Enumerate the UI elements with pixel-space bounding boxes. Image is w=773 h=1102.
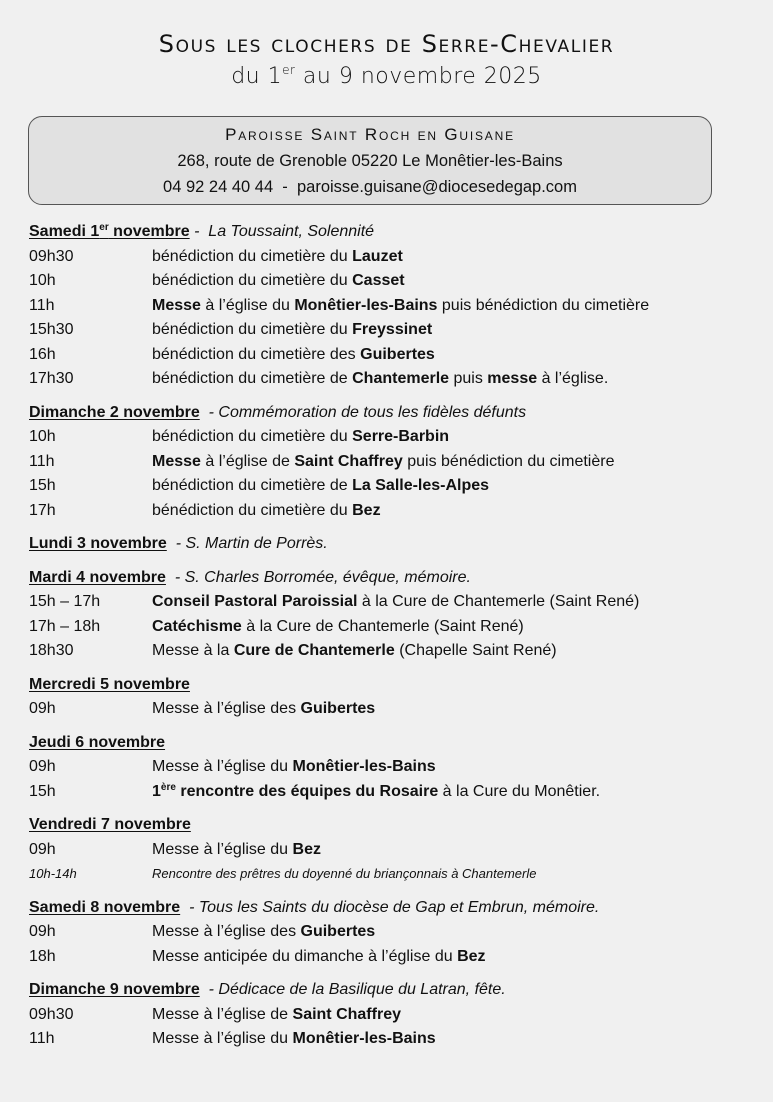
plain-text: Samedi 1 (29, 223, 100, 240)
event-time: 17h – 18h (29, 617, 101, 635)
event-time: 15h (29, 782, 56, 800)
event-time: 15h (29, 477, 56, 494)
day-header (29, 813, 749, 838)
event-description (152, 294, 649, 319)
day-section (29, 731, 749, 805)
day-header (29, 731, 749, 756)
event-time: 18h30 (29, 642, 74, 659)
day-feast: - S. Martin de Porrès. (166, 535, 328, 552)
day-header (29, 673, 749, 698)
day-name (29, 676, 190, 693)
plain-text: bénédiction du cimetière de (152, 370, 353, 387)
event-row (29, 294, 749, 319)
parish-address: 268, route de Grenoble 05220 Le Monêtier-les-Bains (177, 152, 563, 170)
event-time: 17h30 (29, 370, 74, 387)
event-time: 17h (29, 501, 56, 519)
subtitle-suffix: au 9 novembre 2025 (295, 64, 542, 89)
event-description (152, 755, 436, 780)
event-time: 09h (29, 700, 56, 717)
event-description (152, 450, 614, 475)
day-feast: - La Toussaint, Solennité (189, 223, 375, 240)
event-row (29, 367, 749, 392)
event-row (29, 945, 749, 970)
plain-text: Mercredi 5 novembre (29, 675, 190, 693)
subtitle-prefix: du 1 (231, 64, 283, 89)
event-description (152, 367, 608, 392)
event-description (152, 697, 375, 722)
event-description (152, 639, 557, 664)
parish-name: Paroisse Saint Roch en Guisane (225, 125, 515, 144)
event-description (152, 945, 486, 970)
bold-text: Lauzet (352, 247, 403, 265)
bold-text: Guibertes (300, 923, 376, 940)
day-feast: - Dédicace de la Basilique du Latran, fête. (199, 981, 506, 998)
plain-text: à la Cure de Chantemerle (Saint René) (241, 617, 524, 635)
event-row (29, 639, 749, 664)
event-description (152, 499, 381, 524)
event-description (152, 862, 536, 887)
event-row (29, 590, 749, 615)
superscript-text: er (99, 222, 109, 233)
day-name (29, 899, 180, 916)
event-time: 11h (29, 452, 55, 470)
bold-text: Serre-Barbin (352, 428, 450, 445)
bold-text: rencontre des équipes du Rosaire (175, 782, 439, 800)
event-row (29, 615, 749, 640)
plain-text: Messe anticipée du dimanche à l’église du (152, 947, 458, 965)
event-row (29, 697, 749, 722)
contact-separator: - (273, 178, 297, 196)
day-section (29, 220, 749, 392)
day-section (29, 673, 749, 722)
plain-text: Lundi 3 novembre (29, 535, 167, 552)
event-time: 10h-14h (29, 866, 77, 881)
page-title: Sous les clochers de Serre-Chevalier (158, 30, 615, 58)
plain-text: bénédiction du cimetière du (152, 428, 353, 445)
day-section (29, 896, 749, 970)
bold-text: Catéchisme (152, 617, 242, 635)
bold-text: messe (487, 370, 538, 387)
bold-text: Bez (292, 840, 321, 858)
event-time: 10h (29, 272, 56, 289)
bold-text: Bez (457, 947, 486, 965)
event-time: 11h (29, 296, 55, 314)
event-time: 15h30 (29, 321, 74, 338)
event-description (152, 615, 524, 640)
plain-text: bénédiction du cimetière des (152, 345, 361, 363)
plain-text: Messe à l’église du (152, 1030, 293, 1047)
plain-text: bénédiction du cimetière du (152, 501, 353, 519)
day-header (29, 401, 749, 426)
event-time: 11h (29, 1030, 55, 1047)
plain-text: bénédiction du cimetière du (152, 272, 353, 289)
event-row (29, 920, 749, 945)
plain-text: bénédiction du cimetière du (152, 247, 353, 265)
day-section (29, 978, 749, 1052)
event-row (29, 862, 749, 887)
day-header (29, 896, 749, 921)
bold-text: Bez (352, 501, 381, 519)
event-description (152, 269, 405, 294)
day-feast: - Tous les Saints du diocèse de Gap et Embrun, mémoire. (180, 898, 600, 916)
bold-text: Cure de Chantemerle (233, 642, 395, 659)
plain-text: Messe à l’église du (152, 758, 293, 775)
day-name (29, 223, 190, 240)
plain-text: Messe à l’église des (152, 700, 301, 717)
subtitle-superscript: er (282, 63, 296, 77)
parish-email[interactable]: paroisse.guisane@diocesedegap.com (296, 178, 577, 196)
day-name (29, 569, 166, 586)
plain-text: à l’église du (200, 296, 295, 314)
plain-text: Samedi 8 novembre (29, 898, 181, 916)
day-name (29, 981, 200, 998)
event-description (152, 838, 321, 863)
plain-text: à l’église. (537, 370, 609, 387)
event-description (152, 780, 600, 805)
event-time: 18h (29, 947, 56, 965)
bold-text: La Salle-les-Alpes (352, 477, 490, 494)
event-row (29, 1027, 749, 1052)
event-row (29, 245, 749, 270)
event-description (152, 1003, 401, 1028)
plain-text: Dimanche 9 novembre (29, 981, 200, 998)
day-section (29, 566, 749, 664)
event-row (29, 450, 749, 475)
weekly-schedule (29, 220, 749, 1061)
plain-text: à la Cure de Chantemerle (Saint René) (357, 593, 640, 610)
plain-text: Vendredi 7 novembre (29, 816, 191, 833)
bold-text: Saint Chaffrey (294, 452, 403, 470)
bold-text: Freyssinet (352, 321, 433, 338)
day-header (29, 220, 749, 245)
event-time: 09h (29, 758, 56, 775)
day-header (29, 566, 749, 591)
event-row (29, 1003, 749, 1028)
event-row (29, 318, 749, 343)
plain-text: Jeudi 6 novembre (29, 733, 166, 751)
day-feast: - S. Charles Borromée, évêque, mémoire. (165, 568, 471, 586)
day-section (29, 813, 749, 887)
plain-text: Rencontre des prêtres du doyenné du briançonnais à Chantemerle (152, 866, 537, 881)
plain-text: Messe à la (152, 642, 234, 659)
day-header (29, 532, 749, 557)
plain-text: à l’église de (200, 452, 295, 470)
plain-text: Messe à l’église du (152, 840, 293, 858)
parish-info-box (28, 116, 712, 205)
parish-contact (29, 174, 711, 200)
bold-text: Casset (352, 272, 405, 289)
plain-text: bénédiction du cimetière du (152, 321, 353, 338)
superscript-text: ère (160, 781, 176, 793)
day-name (29, 404, 200, 421)
date-range-subtitle (0, 62, 773, 92)
day-feast: - Commémoration de tous les fidèles défunts (199, 403, 527, 421)
event-description (152, 425, 449, 450)
plain-text: Messe à l’église de (152, 1005, 293, 1023)
event-row (29, 343, 749, 368)
bold-text: Messe (152, 452, 201, 470)
bold-text: Messe (152, 296, 201, 314)
day-header (29, 978, 749, 1003)
event-description (152, 590, 639, 615)
bold-text: Guibertes (300, 700, 376, 717)
plain-text: novembre (108, 223, 190, 240)
bold-text: Guibertes (360, 345, 435, 363)
day-name (29, 734, 165, 751)
plain-text: puis (449, 370, 488, 387)
day-name (29, 535, 167, 552)
bold-text: Monêtier-les-Bains (292, 1030, 436, 1047)
day-section (29, 532, 749, 557)
plain-text: Mardi 4 novembre (29, 568, 166, 586)
plain-text: à la Cure du Monêtier. (438, 782, 601, 800)
day-section (29, 401, 749, 524)
event-row (29, 425, 749, 450)
plain-text: (Chapelle Saint René) (394, 642, 557, 659)
parish-phone[interactable]: 04 92 24 40 44 (163, 178, 274, 196)
event-description (152, 318, 432, 343)
event-row (29, 755, 749, 780)
bold-text: Conseil Pastoral Paroissial (152, 593, 358, 610)
event-description (152, 343, 435, 368)
event-row (29, 838, 749, 863)
event-description (152, 1027, 436, 1052)
event-row (29, 474, 749, 499)
event-time: 15h – 17h (29, 593, 101, 610)
plain-text: bénédiction du cimetière de (152, 477, 353, 494)
day-name (29, 816, 191, 833)
event-description (152, 920, 375, 945)
event-description (152, 245, 403, 270)
event-row (29, 269, 749, 294)
event-time: 16h (29, 345, 56, 363)
event-time: 10h (29, 428, 56, 445)
plain-text: puis bénédiction du cimetière (402, 452, 615, 470)
event-time: 09h (29, 840, 56, 858)
event-description (152, 474, 489, 499)
event-time: 09h (29, 923, 56, 940)
event-row (29, 780, 749, 805)
bold-text: Saint Chaffrey (292, 1005, 401, 1023)
plain-text: Dimanche 2 novembre (29, 403, 200, 421)
bold-text: Chantemerle (352, 370, 450, 387)
plain-text: puis bénédiction du cimetière (437, 296, 650, 314)
event-row (29, 499, 749, 524)
event-time: 09h30 (29, 1005, 74, 1023)
event-time: 09h30 (29, 247, 74, 265)
plain-text: Messe à l’église des (152, 923, 301, 940)
bold-text: Monêtier-les-Bains (294, 296, 438, 314)
bold-text: 1 (152, 782, 161, 800)
bold-text: Monêtier-les-Bains (292, 758, 436, 775)
